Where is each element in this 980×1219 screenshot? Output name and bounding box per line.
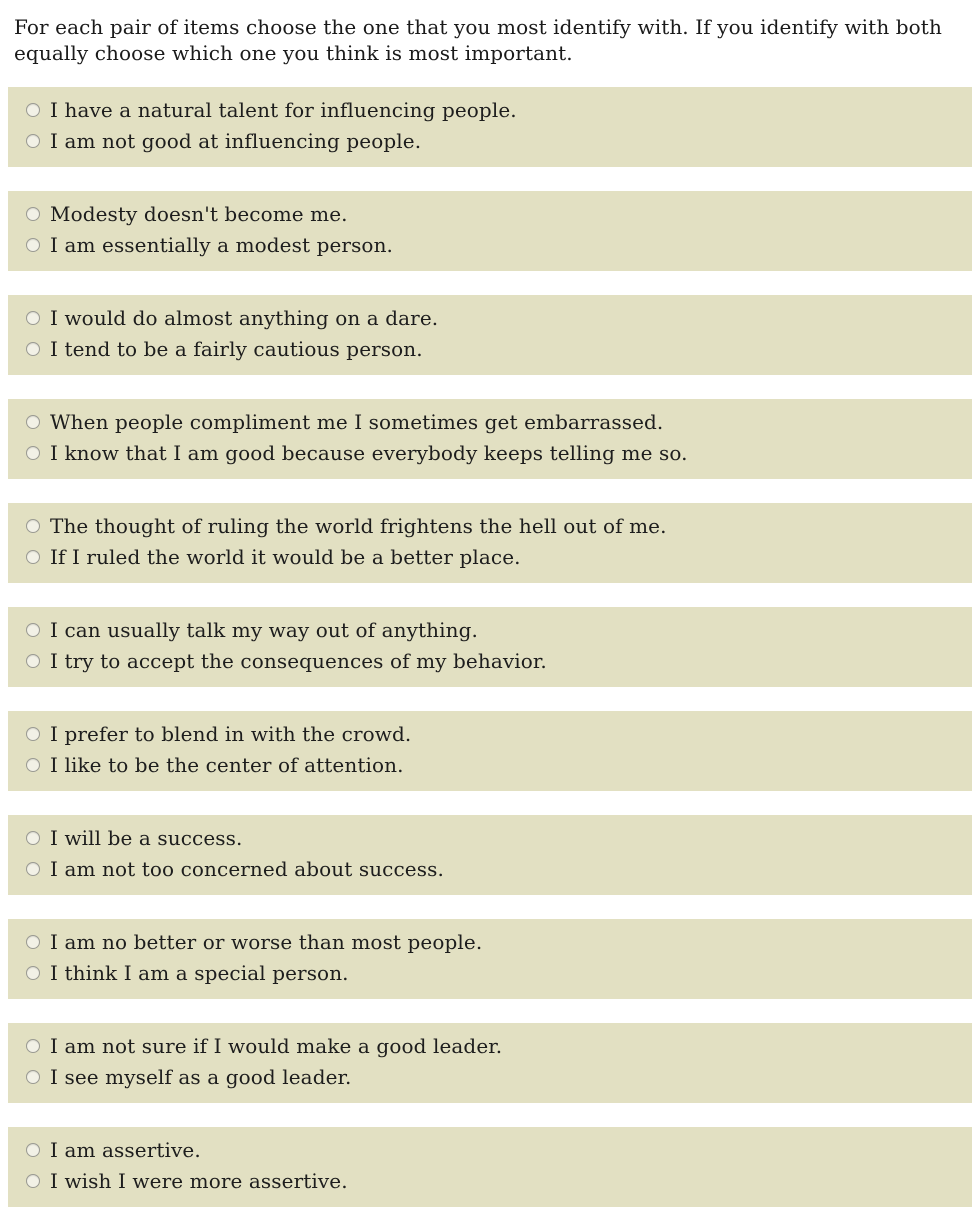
radio-option[interactable] [26,103,40,117]
option-label[interactable]: I am not too concerned about success. [50,856,444,881]
option-label[interactable]: When people compliment me I sometimes get embarrassed. [50,409,664,434]
radio-option[interactable] [26,623,40,637]
option-label[interactable]: I like to be the center of attention. [50,752,404,777]
option-row[interactable] [8,542,972,573]
option-row[interactable] [8,1166,972,1197]
question-item [8,191,972,271]
radio-option[interactable] [26,134,40,148]
radio-option[interactable] [26,238,40,252]
radio-option[interactable] [26,1070,40,1084]
radio-option[interactable] [26,1143,40,1157]
question-item [8,295,972,375]
option-label[interactable]: I am essentially a modest person. [50,232,394,257]
option-label[interactable]: I would do almost anything on a dare. [50,305,439,330]
option-row[interactable] [8,199,972,230]
option-label[interactable]: I wish I were more assertive. [50,1168,348,1193]
option-row[interactable] [8,719,972,750]
question-item [8,399,972,479]
option-row[interactable] [8,750,972,781]
radio-option[interactable] [26,1039,40,1053]
option-row[interactable] [8,95,972,126]
option-label[interactable]: I try to accept the consequences of my behavior. [50,648,547,673]
option-label[interactable]: I am not sure if I would make a good leader. [50,1033,503,1058]
question-item [8,87,972,167]
radio-option[interactable] [26,727,40,741]
option-label[interactable]: I am not good at influencing people. [50,128,422,153]
radio-option[interactable] [26,519,40,533]
option-label[interactable]: I am assertive. [50,1137,201,1162]
option-label[interactable]: I am no better or worse than most people. [50,929,483,954]
option-label[interactable]: I tend to be a fairly cautious person. [50,336,423,361]
radio-option[interactable] [26,758,40,772]
option-row[interactable] [8,438,972,469]
option-label[interactable]: I have a natural talent for influencing people. [50,97,517,122]
question-item [8,503,972,583]
option-row[interactable] [8,854,972,885]
option-row[interactable] [8,230,972,261]
option-row[interactable] [8,1062,972,1093]
option-label[interactable]: If I ruled the world it would be a better place. [50,544,521,569]
option-label[interactable]: I can usually talk my way out of anything. [50,617,478,642]
option-label[interactable]: Modesty doesn't become me. [50,201,348,226]
option-row[interactable] [8,823,972,854]
radio-option[interactable] [26,342,40,356]
radio-option[interactable] [26,654,40,668]
question-item [8,1023,972,1103]
option-row[interactable] [8,334,972,365]
instructions-text: For each pair of items choose the one that you most identify with. If you identify with both equally choose which one you think is most important. [14,15,942,66]
question-list [8,87,972,1207]
radio-option[interactable] [26,862,40,876]
option-row[interactable] [8,511,972,542]
radio-option[interactable] [26,415,40,429]
radio-option[interactable] [26,1174,40,1188]
option-row[interactable] [8,303,972,334]
question-item [8,919,972,999]
option-label[interactable]: I think I am a special person. [50,960,349,985]
option-row[interactable] [8,958,972,989]
option-row[interactable] [8,407,972,438]
option-row[interactable] [8,646,972,677]
option-label[interactable]: I will be a success. [50,825,243,850]
radio-option[interactable] [26,966,40,980]
option-row[interactable] [8,927,972,958]
question-item [8,607,972,687]
option-row[interactable] [8,126,972,157]
radio-option[interactable] [26,207,40,221]
radio-option[interactable] [26,446,40,460]
radio-option[interactable] [26,550,40,564]
radio-option[interactable] [26,311,40,325]
question-item [8,815,972,895]
option-label[interactable]: I see myself as a good leader. [50,1064,352,1089]
option-label[interactable]: I know that I am good because everybody keeps telling me so. [50,440,688,465]
option-row[interactable] [8,1031,972,1062]
option-row[interactable] [8,1135,972,1166]
option-row[interactable] [8,615,972,646]
question-item [8,1127,972,1207]
radio-option[interactable] [26,935,40,949]
option-label[interactable]: The thought of ruling the world frightens the hell out of me. [50,513,667,538]
question-item [8,711,972,791]
radio-option[interactable] [26,831,40,845]
option-label[interactable]: I prefer to blend in with the crowd. [50,721,412,746]
